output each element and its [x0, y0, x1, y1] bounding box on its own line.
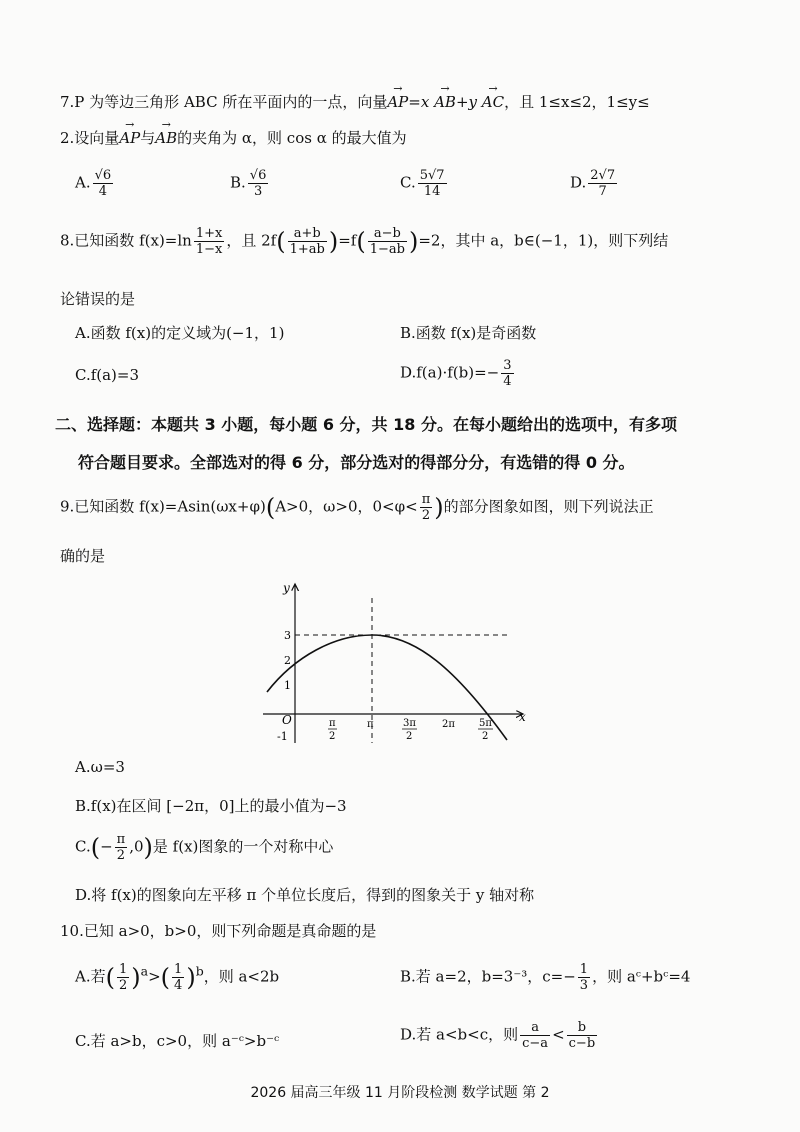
frac-num: 2√7 [590, 168, 616, 183]
vec-ap: → AP [387, 93, 408, 111]
q9-stem-a: 9.已知函数 f(x)=Asin(ωx+φ) [60, 497, 266, 516]
q9-paren: A>0，ω>0，0<φ< [275, 497, 418, 516]
q10-option-a: A.若( $\frac{1}{2}$ )$^a$>( $\frac{1}{4}$ )$^b$，则 a<2b [75, 962, 280, 993]
sine-curve [267, 635, 507, 740]
x-tick-2pi: 2π [442, 719, 455, 730]
q10-opta-text: ，则 a<2b [203, 967, 280, 986]
q8-option-a: A.函数 f(x)的定义域为(−1，1) [75, 324, 285, 342]
q9-optc-text: 是 f(x)图象的一个对称中心 [152, 837, 334, 856]
option-label: C. [400, 173, 416, 192]
frac-num: a+b [288, 226, 327, 242]
q8-stem-b: ，且 2f [226, 231, 277, 250]
q8-stem-a: 8.已知函数 f(x)=ln [60, 231, 192, 250]
frac-den: 2 [116, 848, 126, 863]
q8-stem-c: =f [338, 231, 357, 250]
q7-option-a [75, 168, 115, 199]
q10-optd-label: D.若 a<b<c，则 [400, 1025, 519, 1044]
x-tick-5pi-2-num: 5π [479, 718, 492, 729]
frac-num: 3 [503, 358, 512, 373]
x-tick-3pi-2-den: 2 [406, 731, 413, 742]
q8-stem-line2: 论错误的是 [60, 290, 136, 308]
frac-den: 3 [253, 184, 263, 199]
option-label: A. [75, 173, 91, 192]
q9-option-c: C.(− $\frac{\pi}{2}$ ,0)是 f(x)图象的一个对称中心 [75, 832, 334, 863]
vec-ab: → AB [434, 93, 456, 111]
q9-optc-label: C. [75, 837, 91, 856]
q7-stem-line1: 7.P 为等边三角形 ABC 所在平面内的一点，向量→ AP=x → AB+y → AC，且 1≤x≤2，1≤y≤ [60, 91, 650, 112]
q8-option-b: B.函数 f(x)是奇函数 [400, 324, 537, 342]
frac-den: 1−ab [369, 242, 405, 257]
q10-option-d [400, 1020, 599, 1051]
frac-num: 5√7 [419, 168, 445, 183]
origin-label: O [282, 713, 292, 727]
frac-num: b [567, 1020, 598, 1036]
q9-option-d: D.将 f(x)的图象向左平移 π 个单位长度后，得到的图象关于 y 轴对称 [75, 886, 535, 904]
frac-num: a−b [368, 226, 407, 242]
q7-text-b: ，且 1≤x≤2，1≤y≤ [504, 93, 650, 111]
q9-stem-line1: 9.已知函数 f(x)=Asin(ωx+φ)(A>0，ω>0，0<φ< $\frac{\pi}{2}$ )的部分图象如图，则下列说法正 [60, 492, 654, 523]
q10-opta-label: A.若 [75, 967, 106, 986]
frac-num: π [421, 492, 431, 507]
q9-stem-b: 的部分图象如图，则下列说法正 [443, 497, 654, 516]
frac-den: 1+ab [289, 242, 325, 257]
frac-den: c−a [522, 1036, 549, 1051]
frac-num: √6 [249, 168, 267, 183]
q9-stem-line2: 确的是 [60, 547, 106, 565]
q7-option-d [570, 168, 619, 199]
option-label: D. [570, 173, 587, 192]
section2-header-line1: 二、选择题：本题共 3 小题，每小题 6 分，共 18 分。在每小题给出的选项中，有多项 [55, 415, 677, 434]
section2-header-line2: 符合题目要求。全部选对的得 6 分，部分选对的得部分分，有选错的得 0 分。 [78, 453, 635, 472]
q7-option-c [400, 168, 449, 199]
vec-ab-2: → AB [155, 129, 177, 147]
frac-num: 1 [579, 962, 589, 977]
q10-optd-lt: < [552, 1025, 565, 1044]
q7-line2-a: 2.设向量 [60, 129, 120, 147]
function-graph [255, 578, 535, 748]
x-axis-label: x [519, 710, 526, 724]
page-footer: 2026 届高三年级 11 月阶段检测 数学试题 第 2 [250, 1085, 550, 1101]
q10-optb-text-b: ，则 aᶜ+bᶜ=4 [592, 967, 691, 986]
frac-den: 3 [579, 978, 589, 993]
q10-stem: 10.已知 a>0，b>0，则下列命题是真命题的是 [60, 922, 377, 940]
q10-option-c: C.若 a>b，c>0，则 a⁻ᶜ>b⁻ᶜ [75, 1032, 280, 1050]
x-tick-pi-2-den: 2 [329, 731, 336, 742]
q8-optd-text: D.f(a)·f(b)=− [400, 363, 500, 382]
frac-den: 7 [598, 184, 607, 199]
frac-den: c−b [568, 1036, 596, 1051]
q8-option-d [400, 358, 516, 389]
q8-stem-d: =2，其中 a，b∈(−1，1)，则下列结 [418, 231, 669, 250]
frac-num: √6 [94, 168, 112, 183]
frac-num: a [520, 1020, 550, 1036]
q7-line2-b: 与 [140, 129, 156, 147]
q7-option-b [230, 168, 270, 199]
x-tick-5pi-2-den: 2 [482, 731, 489, 742]
frac-num: 1+x [195, 226, 223, 241]
option-label: B. [230, 173, 246, 192]
q9-option-b: B.f(x)在区间 [−2π，0]上的最小值为−3 [75, 797, 347, 815]
q9-option-a: A.ω=3 [75, 758, 125, 776]
x-tick-pi-2-num: π [329, 718, 336, 729]
q7-stem-line2 [60, 127, 407, 148]
y-tick-2: 2 [284, 654, 291, 667]
y-tick-1: 1 [284, 679, 291, 692]
x-tick-pi: π [367, 719, 374, 730]
y-tick-3: 3 [284, 629, 291, 642]
vec-ac: → AC [482, 93, 504, 111]
q8-stem-line1: 8.已知函数 f(x)=ln $\frac{1+x}{1-x}$ ，且 2f( $\frac{a+b}{1+ab}$ )=f( $\frac{a-b}{1-ab}$ )=2，其中 a，b∈(−1，1)，则下列结 [60, 226, 669, 257]
q10-option-b [400, 962, 690, 993]
frac-den: 2 [421, 508, 431, 523]
q8-option-c: C.f(a)=3 [75, 366, 140, 384]
x-tick-3pi-2-num: 3π [403, 718, 416, 729]
frac-den: 14 [423, 184, 441, 199]
y-axis-label: y [283, 581, 290, 595]
q10-optb-text: B.若 a=2，b=3⁻³，c=− [400, 967, 576, 986]
frac-den: 4 [503, 374, 512, 389]
q7-line2-c: 的夹角为 α，则 cos α 的最大值为 [177, 129, 407, 147]
frac-den: 4 [98, 184, 108, 199]
frac-num: π [116, 832, 126, 847]
q7-text-a: 7.P 为等边三角形 ABC 所在平面内的一点，向量 [60, 93, 388, 111]
vec-ap-2: → AP [119, 129, 140, 147]
frac-den: 1−x [195, 242, 223, 257]
y-tick-neg1: -1 [277, 730, 288, 743]
